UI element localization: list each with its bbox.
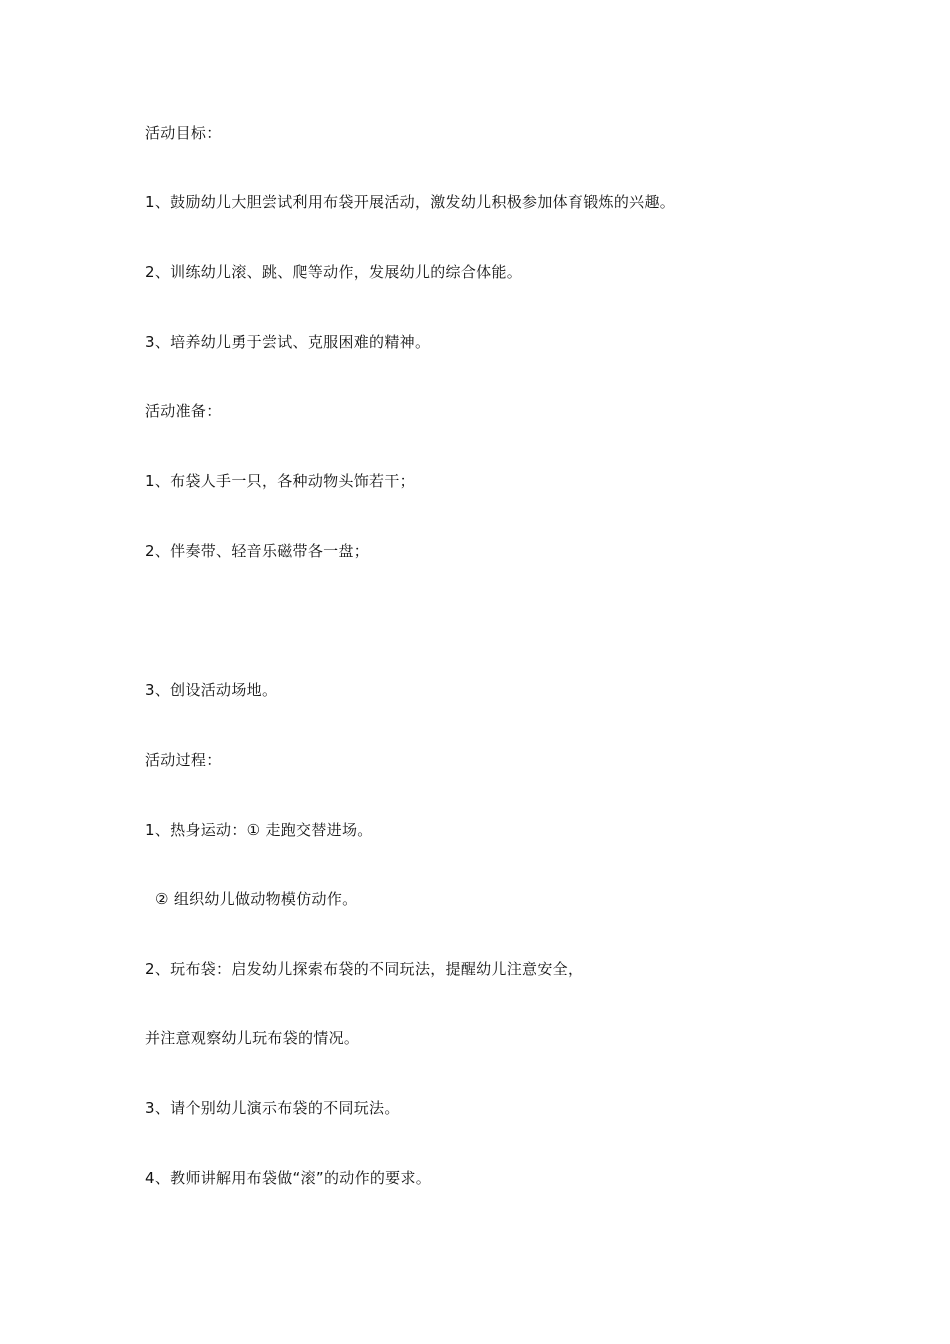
process-item-1-sub: ② 组织幼儿做动物模仿动作。 <box>155 890 358 908</box>
process-item-2: 2、玩布袋：启发幼儿探索布袋的不同玩法，提醒幼儿注意安全， <box>145 960 584 978</box>
goal-item-3: 3、培养幼儿勇于尝试、克服困难的精神。 <box>145 333 431 351</box>
process-item-2-continued: 并注意观察幼儿玩布袋的情况。 <box>145 1029 360 1047</box>
section-heading-process: 活动过程： <box>145 751 222 769</box>
process-item-4: 4、教师讲解用布袋做“滚”的动作的要求。 <box>145 1169 432 1187</box>
preparation-item-3: 3、创设活动场地。 <box>145 681 278 699</box>
goal-item-2: 2、训练幼儿滚、跳、爬等动作，发展幼儿的综合体能。 <box>145 263 523 281</box>
preparation-item-2: 2、伴奏带、轻音乐磁带各一盘； <box>145 542 370 560</box>
preparation-item-1: 1、布袋人手一只，各种动物头饰若干； <box>145 472 415 490</box>
process-item-3: 3、请个别幼儿演示布袋的不同玩法。 <box>145 1099 400 1117</box>
goal-item-1: 1、鼓励幼儿大胆尝试利用布袋开展活动，激发幼儿积极参加体育锻炼的兴趣。 <box>145 193 676 211</box>
process-item-1: 1、热身运动：① 走跑交替进场。 <box>145 821 373 839</box>
section-heading-goals: 活动目标： <box>145 124 222 142</box>
section-heading-preparation: 活动准备： <box>145 402 222 420</box>
